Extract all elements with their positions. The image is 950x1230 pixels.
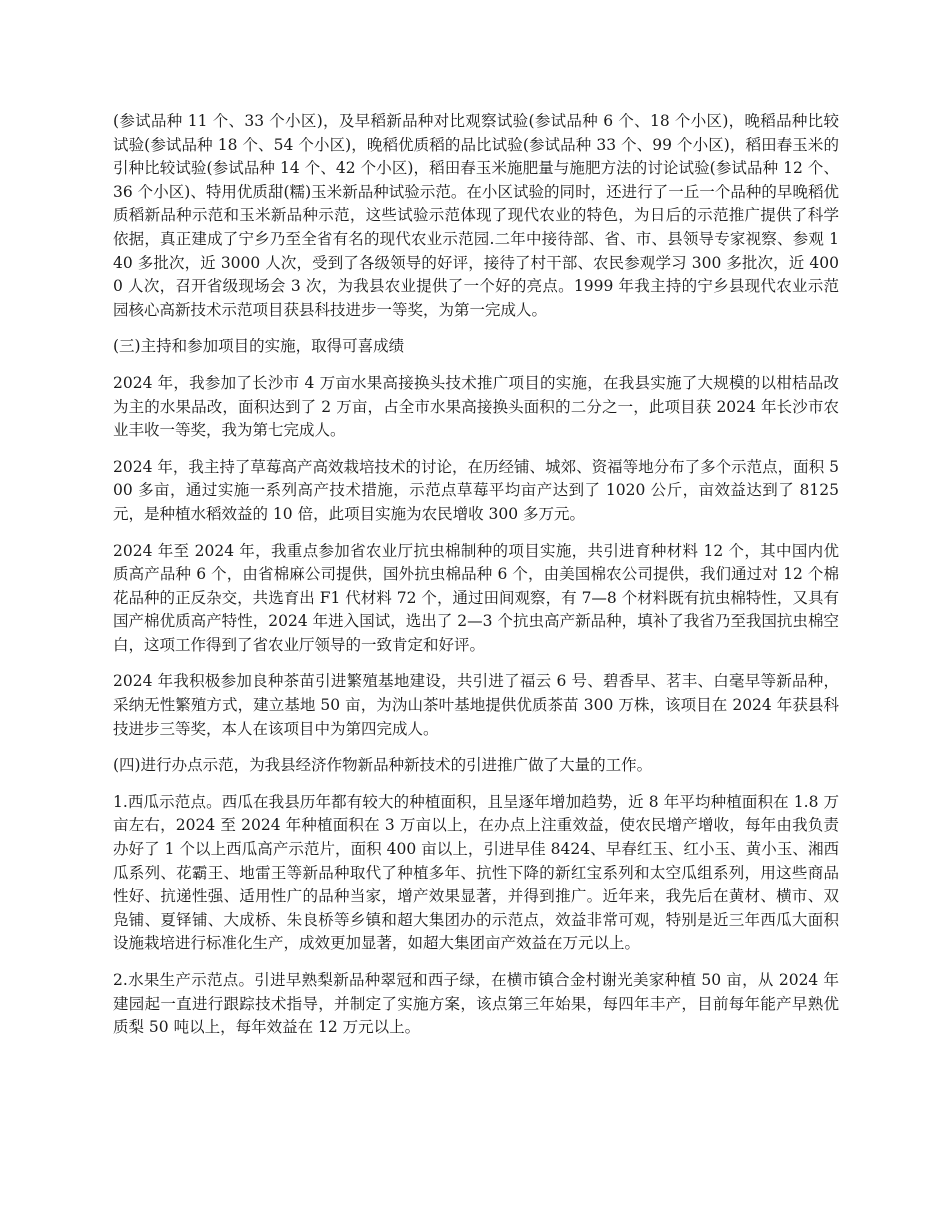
paragraph-fruit-grafting: 2024 年，我参加了长沙市 4 万亩水果高接换头技术推广项目的实施，在我县实施了大规模的以柑桔品改为主的水果品改，面积达到了 2 万亩，占全市水果高接换头面积的二分之一，此项目获 2024 年长沙市农业丰收一等奖，我为第七完成人。 bbox=[113, 373, 839, 440]
section-heading-projects: (三)主持和参加项目的实施，取得可喜成绩 bbox=[113, 337, 405, 356]
paragraph-strawberry: 2024 年，我主持了草莓高产高效栽培技术的讨论，在历经铺、城郊、资福等地分布了多个示范点，面积 500 多亩，通过实施一系列高产技术措施，示范点草莓平均亩产达到了 1020 公斤，亩效益达到了 8125 元，是种植水稻效益的 10 倍，此项目实施为农民增收 300 多万元。 bbox=[113, 457, 839, 523]
paragraph-watermelon: 1.西瓜示范点。西瓜在我县历年都有较大的种植面积，且呈逐年增加趋势，近 8 年平均种植面积在 1.8 万亩左右，2024 至 2024 年种植面积在 3 万亩以上，在办点上注重效益，使农民增产增收，每年由我负责办好了 1 个以上西瓜高产示范片，面积 400 亩以上，引进早佳 8424、早春红玉、红小玉、黄小玉、湘西瓜系列、花霸王、地雷王等新品种取代了种植多年、抗性下降的新红宝系列和太空瓜组系列，用这些商品性好、抗递性强、适用性广的品种当家，增产效果显著，并得到推广。近年来，我先后在黄材、横市、双凫铺、夏铎铺、大成桥、朱良桥等乡镇和超大集团办的示范点，效益非常可观，特别是近三年西瓜大面积设施栽培进行标准化生产，成效更加显著，如超大集团亩产效益在万元以上。 bbox=[113, 792, 839, 953]
paragraph-cotton: 2024 年至 2024 年，我重点参加省农业厅抗虫棉制种的项目实施，共引进育种材料 12 个，其中国内优质高产品种 6 个，由省棉麻公司提供，国外抗虫棉品种 6 个，由美国棉农公司提供，我们通过对 12 个棉花品种的正反杂交，共选育出 F1 代材料 72 个，通过田间观察，有 7—8 个材料既有抗虫棉特性，又具有国产棉优质高产特性，2024 年进入国试，选出了 2—3 个抗虫高产新品种，填补了我省乃至我国抗虫棉空白，这项工作得到了省农业厅领导的一致肯定和好评。 bbox=[113, 541, 839, 654]
document-body bbox=[113, 110, 839, 1053]
section-heading-demonstration: (四)进行办点示范，为我县经济作物新品种新技术的引进推广做了大量的工作。 bbox=[113, 756, 653, 775]
paragraph-pear-orchard: 2.水果生产示范点。引进早熟梨新品种翠冠和西子绿，在横市镇合金村谢光美家种植 50 亩，从 2024 年建园起一直进行跟踪技术指导，并制定了实施方案，该点第三年始果，每四年丰产，目前每年能产早熟优质梨 50 吨以上，每年效益在 12 万元以上。 bbox=[113, 971, 839, 1037]
paragraph-trial-summary: (参试品种 11 个、33 个小区)，及早稻新品种对比观察试验(参试品种 6 个、18 个小区)，晚稻品种比较试验(参试品种 18 个、54 个小区)，晚稻优质稻的品比试验(参试品种 33 个、99 个小区)，稻田春玉米的引种比较试验(参试品种 14 个、42 个小区)，稻田春玉米施肥量与施肥方法的讨论试验(参试品种 12 个、36 个小区)、特用优质甜(糯)玉米新品种试验示范。在小区试验的同时，还进行了一丘一个品种的早晚稻优质稻新品种示范和玉米新品种示范，这些试验示范体现了现代农业的特色，为日后的示范推广提供了科学依据，真正建成了宁乡乃至全省有名的现代农业示范园.二年中接待部、省、市、县领导专家视察、参观 140 多批次，近 3000 人次，受到了各级领导的好评，接待了村干部、农民参观学习 300 多批次，近 4000 人次，召开省级现场会 3 次，为我县农业提供了一个好的亮点。1999 年我主持的宁乡县现代农业示范园核心高新技术示范项目获县科技进步一等奖，为第一完成人。 bbox=[113, 112, 839, 319]
paragraph-tea-seedlings: 2024 年我积极参加良种茶苗引进繁殖基地建设，共引进了福云 6 号、碧香早、茗丰、白毫早等新品种，采纳无性繁殖方式，建立基地 50 亩，为沩山茶叶基地提供优质茶苗 300 万株，该项目在 2024 年获县科技进步三等奖，本人在该项目中为第四完成人。 bbox=[113, 672, 839, 738]
